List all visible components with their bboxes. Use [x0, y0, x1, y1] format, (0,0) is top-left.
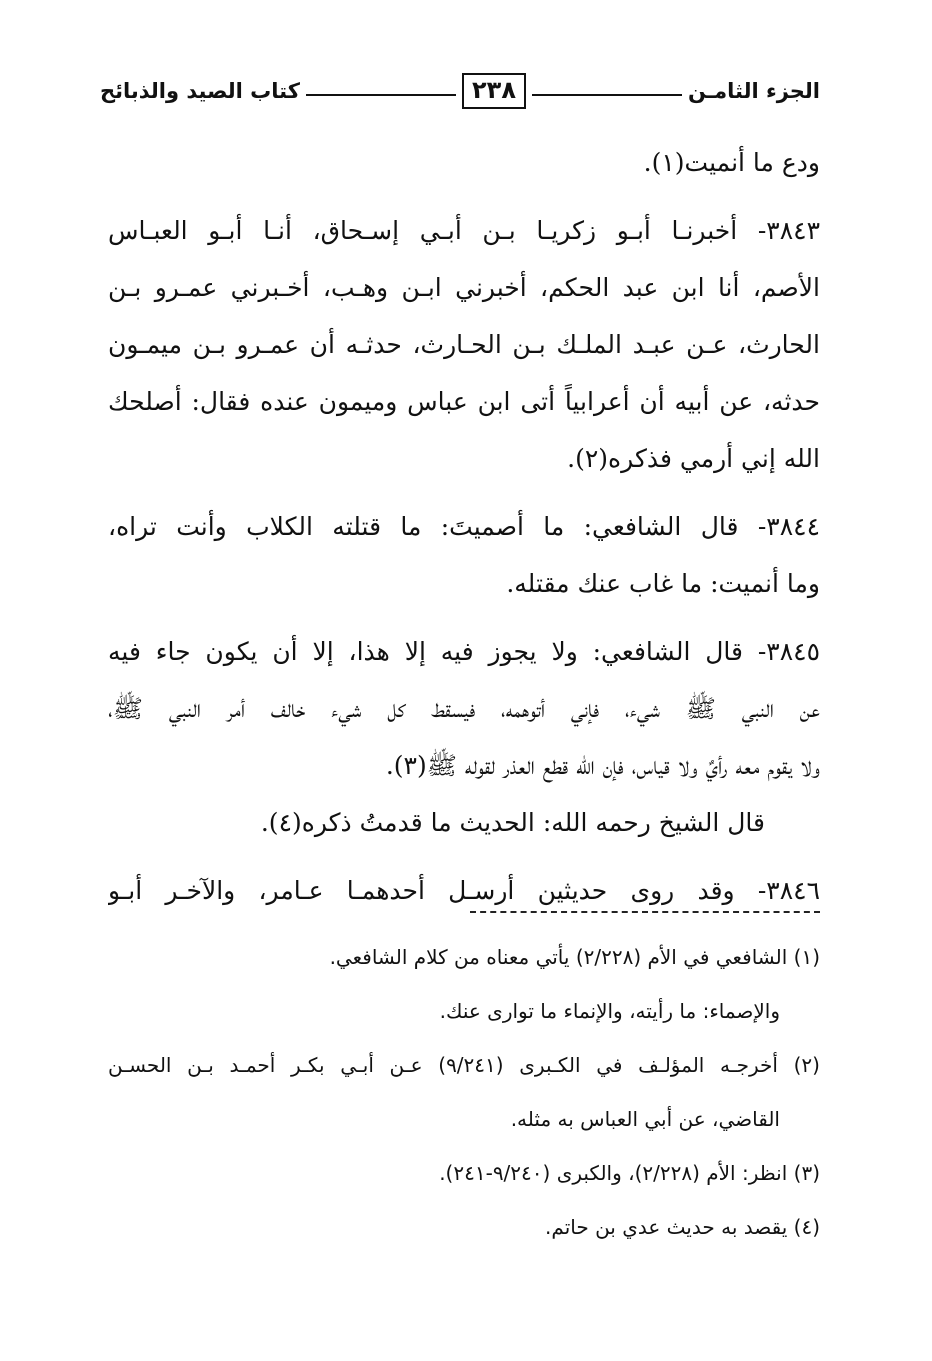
text-line: ٣٨٤٦- وقد روى حديثين أرسـل أحدهمـا عـامر، والآخـر أبـو	[108, 876, 820, 905]
page-header	[100, 66, 820, 116]
part-title: الجزء الثامـن	[688, 79, 820, 103]
footnotes	[108, 930, 820, 1254]
footnote-line: (٤) يقصد به حديث عدي بن حاتم.	[545, 1215, 820, 1239]
footnote-line: القاضي، عن أبي العباس به مثله.	[510, 1107, 780, 1131]
footnote-line: (٣) انظر: الأم (٢/٢٢٨)، والكبرى (٩/٢٤٠-٢٤١).	[439, 1161, 820, 1185]
footnote-line: والإصماء: ما رأيته، والإنماء ما توارى عنك.	[439, 999, 780, 1023]
footnote-line: (١) الشافعي في الأم (٢/٢٢٨) يأتي معناه من كلام الشافعي.	[329, 945, 820, 969]
text-line: ٣٨٤٣- أخبرنـا أبـو زكريـا بـن أبـي إسـحاق، أنـا أبـو العبـاس	[108, 216, 820, 245]
footnote-line: (٢) أخرجـه المؤلـف في الكـبرى (٩/٢٤١) عـن أبـي بكـر أحمـد بـن الحسـن	[108, 1053, 820, 1077]
footnote-separator	[470, 911, 820, 913]
text-line: عن النبي ﷺ شيء، فإني أتوهمه، فيسقط كل شيء خالف أمر النبي ﷺ،	[108, 694, 820, 723]
book-title: كتاب الصيد والذبائح	[100, 79, 300, 103]
text-line: ولا يقوم معه رأيٌ ولا قياس، فإن الله قطع العذر لقوله ﷺ(٣).	[385, 751, 820, 780]
text-line: الأصم، أنا ابن عبد الحكم، أخبرني ابـن وهـب، أخـبرني عمـرو بـن	[108, 273, 820, 302]
text-line: قال الشيخ رحمه الله: الحديث ما قدمتُ ذكره(٤).	[260, 808, 765, 837]
text-line: وما أنميت: ما غاب عنك مقتله.	[506, 569, 820, 598]
main-text	[108, 134, 820, 919]
text-line: الحارث، عـن عبـد الملـك بـن الحـارث، حدثـه أن عمـرو بـن ميمـون	[108, 330, 820, 359]
text-line: حدثه، عن أبيه أن أعرابياً أتى ابن عباس وميمون عنده فقال: أصلحك	[108, 387, 820, 416]
text-line: ودع ما أنميت(١).	[643, 148, 820, 177]
page-number: ٢٣٨	[462, 73, 526, 109]
header-rule-left	[306, 94, 456, 96]
text-line: ٣٨٤٥- قال الشافعي: ولا يجوز فيه إلا هذا، إلا أن يكون جاء فيه	[108, 637, 820, 666]
text-line: الله إني أرمي فذكره(٢).	[567, 444, 820, 473]
header-rule-right	[532, 94, 682, 96]
text-line: ٣٨٤٤- قال الشافعي: ما أصميتَ: ما قتلته الكلاب وأنت تراه،	[108, 512, 820, 541]
